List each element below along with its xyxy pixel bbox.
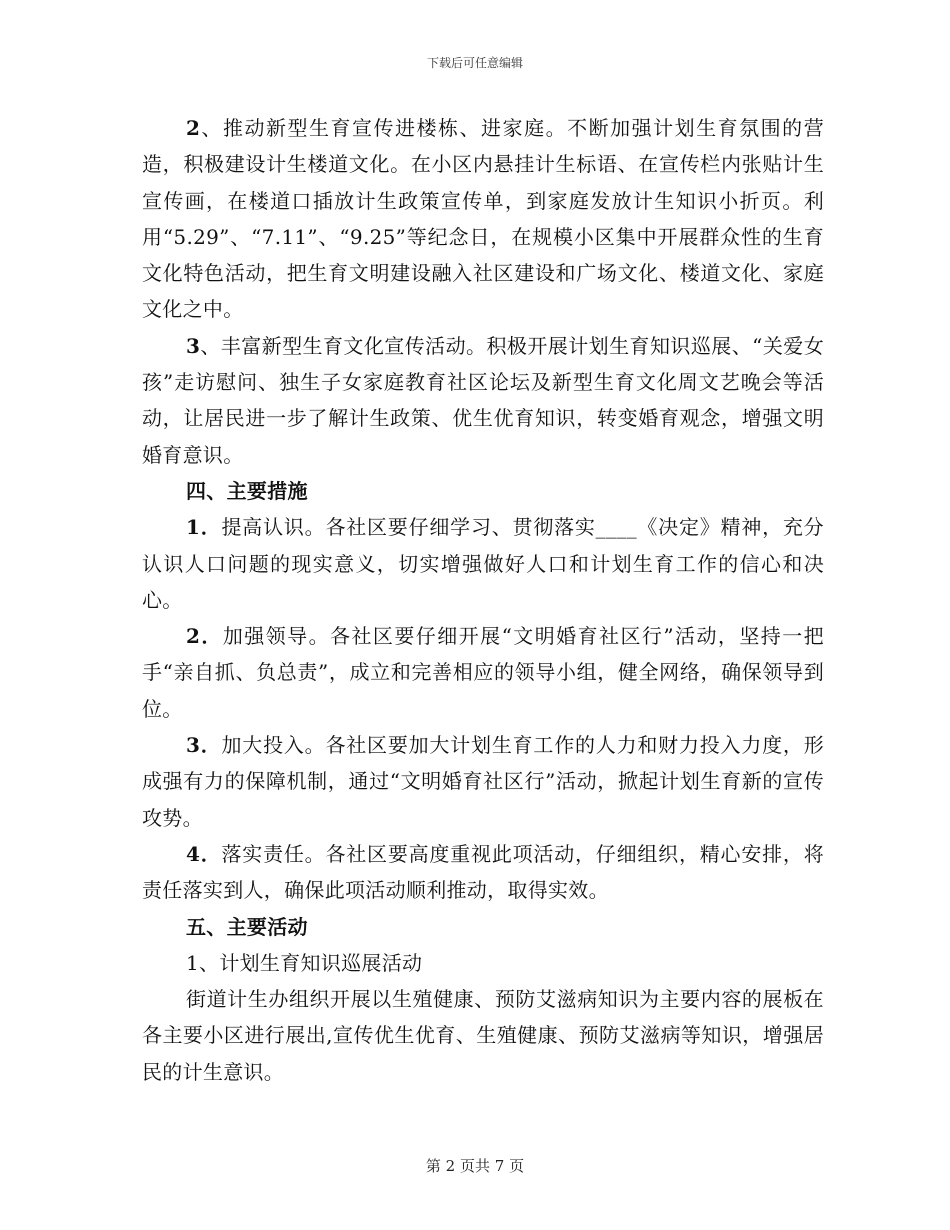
activity-description-1: [142, 981, 824, 1090]
paragraph-text: 加强领导。各社区要仔细开展“文明婚育社区行”活动，坚持一把手“亲自抓、负总责”，成立和完善相应的领导小组，健全网络，确保领导到位。: [142, 624, 824, 721]
paragraph-text: 、推动新型生育宣传进楼栋、进家庭。不断加强计划生育氛围的营造，积极建设计生楼道文化。在小区内悬挂计生标语、在宣传栏内张贴计生宣传画，在楼道口插放计生政策宣传单，到家庭发放计生知识小折页。利用“5.29”、“7.11”、“9.25”等纪念日，在规模小区集中开展群众性的生育文化特色活动，把生育文明建设融入社区建设和广场文化、楼道文化、家庭文化之中。: [142, 116, 824, 322]
paragraph-text: 、计划生育知识巡展活动: [199, 950, 423, 975]
paragraph-item-2: [142, 110, 824, 328]
paragraph-text: 、丰富新型生育文化宣传活动。积极开展计划生育知识巡展、“关爱女孩”走访慰问、独生子女家庭教育社区论坛及新型生育文化周文艺晚会等活动，让居民进一步了解计生政策、优生优育知识，转变婚育观念，增强文明婚育意识。: [142, 333, 824, 467]
item-number: 1: [186, 950, 200, 975]
document-body: [142, 110, 824, 1090]
paragraph-item-3: [142, 328, 824, 473]
item-number: 2: [186, 116, 201, 140]
item-number: 4．: [186, 841, 222, 866]
item-number: 1．: [186, 515, 222, 540]
paragraph-text: 落实责任。各社区要高度重视此项活动，仔细组织，精心安排，将责任落实到人，确保此项活动顺利推动，取得实效。: [142, 841, 824, 903]
activity-title-1: [142, 945, 824, 981]
measure-item-4: [142, 836, 824, 909]
item-number: 3: [186, 333, 201, 358]
section-heading-activities: 五、主要活动: [186, 914, 308, 939]
paragraph-text: 街道计生办组织开展以生殖健康、预防艾滋病知识为主要内容的展板在各主要小区进行展出,宣传优生优育、生殖健康、预防艾滋病等知识，增强居民的计生意识。: [142, 987, 824, 1084]
page-footer: 第 2 页共 7 页: [425, 1157, 525, 1175]
measure-item-2: [142, 618, 824, 727]
item-number: 2．: [186, 624, 223, 649]
paragraph-text: 加大投入。各社区要加大计划生育工作的人力和财力投入力度，形成强有力的保障机制，通过“文明婚育社区行”活动，掀起计划生育新的宣传攻势。: [142, 733, 824, 830]
paragraph-text: 提高认识。各社区要仔细学习、贯彻落实____《决定》精神，充分认识人口问题的现实意义，切实增强做好人口和计划生育工作的信心和决心。: [142, 515, 824, 612]
item-number: 3．: [186, 733, 222, 758]
section-heading-measures: 四、主要措施: [186, 478, 308, 503]
measure-item-1: [142, 509, 824, 618]
measure-item-3: [142, 727, 824, 836]
page-header: 下载后可任意编辑: [426, 56, 523, 70]
